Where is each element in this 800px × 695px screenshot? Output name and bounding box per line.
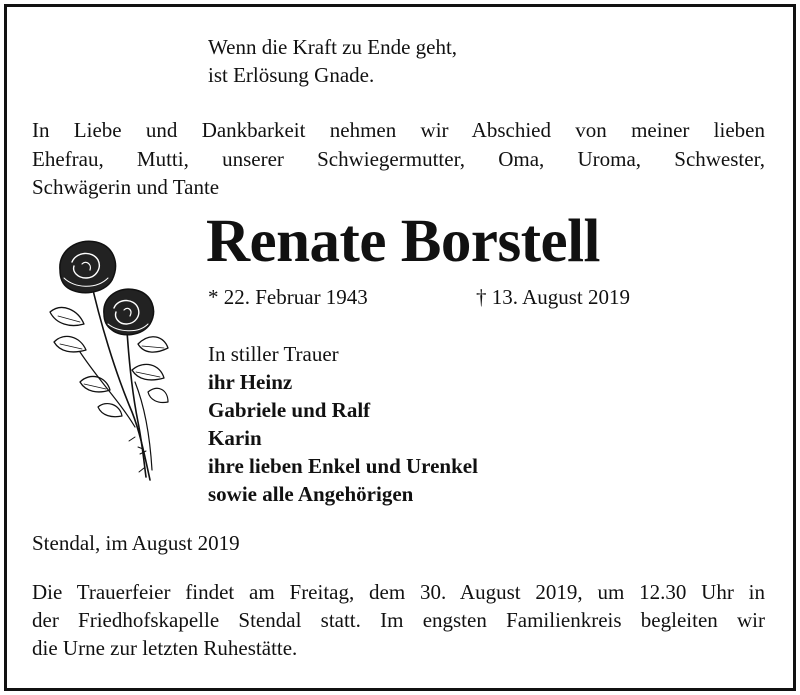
- mourner-relatives: sowie alle Angehörigen: [208, 482, 414, 506]
- mourner-grandchildren: ihre lieben Enkel und Urenkel: [208, 454, 478, 478]
- death-date: † 13. August 2019: [476, 285, 631, 309]
- mourner-karin: Karin: [208, 426, 262, 450]
- mourner-heinz: ihr Heinz: [208, 370, 293, 394]
- roses-icon: [40, 232, 170, 487]
- birth-date: * 22. Februar 1943: [208, 285, 368, 309]
- intro-line-3: Schwägerin und Tante: [32, 175, 220, 199]
- mourners-heading: In stiller Trauer: [208, 342, 339, 366]
- motto-line-2: ist Erlösung Gnade.: [208, 63, 375, 87]
- motto-line-1: Wenn die Kraft zu Ende geht,: [208, 35, 458, 59]
- deceased-name: Renate Borstell: [206, 208, 600, 275]
- funeral-line-3: die Urne zur letzten Ruhestätte.: [32, 636, 298, 660]
- place-date: Stendal, im August 2019: [32, 531, 240, 555]
- funeral-line-1: Die Trauerfeier findet am Freitag, dem 30. August 2019, um 12.30 Uhr in: [32, 580, 765, 604]
- intro-line-1: In Liebe und Dankbarkeit nehmen wir Abschied von meiner lieben: [32, 118, 765, 142]
- funeral-line-2: der Friedhofskapelle Stendal statt. Im engsten Familienkreis begleiten wir: [32, 608, 765, 632]
- mourner-gabriele-ralf: Gabriele und Ralf: [208, 398, 371, 422]
- intro-line-2: Ehefrau, Mutti, unserer Schwiegermutter, Oma, Uroma, Schwester,: [32, 147, 765, 171]
